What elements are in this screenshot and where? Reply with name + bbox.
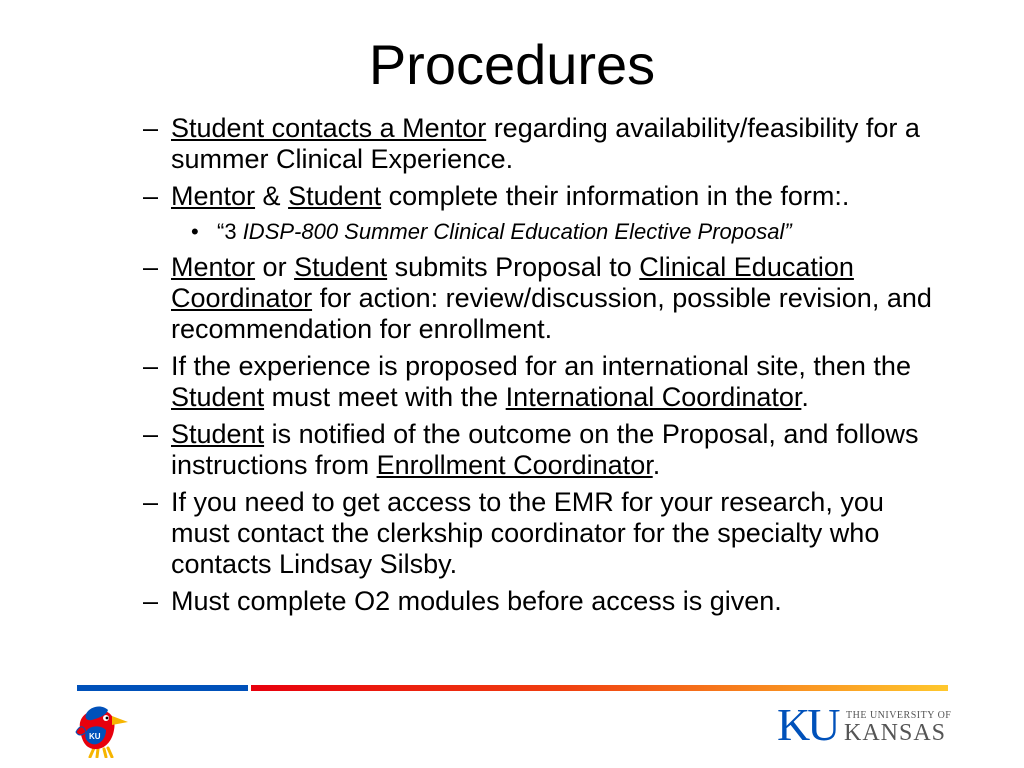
dash-marker: – [143, 487, 159, 517]
underlined-term: International Coordinator [505, 382, 802, 412]
text-segment: If the experience is proposed for an international site, then the [171, 351, 911, 381]
text-segment: submits Proposal to [387, 252, 640, 282]
text-segment: for action: review/discussion, possible revision, and recommendation for enrollment. [171, 283, 932, 344]
bullet-item [143, 181, 943, 212]
svg-text:KU: KU [89, 732, 101, 741]
underlined-term: Mentor [171, 181, 256, 211]
bullet-marker: • [191, 219, 199, 244]
bullet-item [143, 351, 943, 413]
text-segment: Must complete O2 modules before access is given. [171, 586, 782, 616]
ku-logo-letters: KU [777, 699, 838, 750]
text-segment: regarding availability/feasibility for a summer Clinical Experience. [171, 113, 920, 174]
divider-gradient-segment [251, 685, 948, 691]
text-segment: or [255, 252, 295, 282]
text-segment: must meet with the [264, 382, 506, 412]
bullet-item [143, 113, 943, 175]
underlined-term: Student [288, 181, 382, 211]
underlined-term: Clinical Education Coordinator [171, 252, 854, 313]
text-segment: . [652, 450, 661, 480]
bullet-item [143, 419, 943, 481]
dash-marker: – [143, 586, 159, 616]
underlined-term: Enrollment Coordinator [376, 450, 653, 480]
footer-divider [77, 685, 948, 691]
underlined-term: Student [294, 252, 388, 282]
jayhawk-icon [72, 702, 130, 758]
ku-logo-name: KANSAS [844, 720, 947, 746]
underlined-term: Mentor [171, 252, 256, 282]
bullet-item [143, 487, 943, 580]
text-segment: If you need to get access to the EMR for your research, you must contact the clerkship coordinator for the specialty who contacts Lindsay Silsby. [171, 487, 884, 579]
italic-text: IDSP-800 Summer Clinical Education Elective Proposal” [242, 219, 792, 244]
ku-logo-tagline: THE UNIVERSITY OF [846, 710, 952, 721]
text-segment: complete their information in the form:. [381, 181, 850, 211]
dash-marker: – [143, 419, 159, 449]
underlined-term: Student contacts a Mentor [171, 113, 487, 143]
dash-marker: – [143, 351, 159, 381]
slide-title: Procedures [368, 33, 656, 96]
sub-bullet-item [191, 218, 943, 246]
dash-marker: – [143, 181, 159, 211]
ku-logo[interactable] [777, 699, 952, 750]
underlined-term: Student [171, 382, 265, 412]
dash-marker: – [143, 113, 159, 143]
text-segment: is notified of the outcome on the Proposal, and follows instructions from [171, 419, 919, 480]
bullet-item [143, 252, 943, 345]
text-segment: & [255, 181, 289, 211]
bullet-item [143, 586, 943, 617]
divider-blue-segment [77, 685, 248, 691]
underlined-term: Student [171, 419, 265, 449]
dash-marker: – [143, 252, 159, 282]
text-segment: “3 [217, 219, 243, 244]
bullet-list [143, 113, 943, 623]
text-segment: . [801, 382, 809, 412]
